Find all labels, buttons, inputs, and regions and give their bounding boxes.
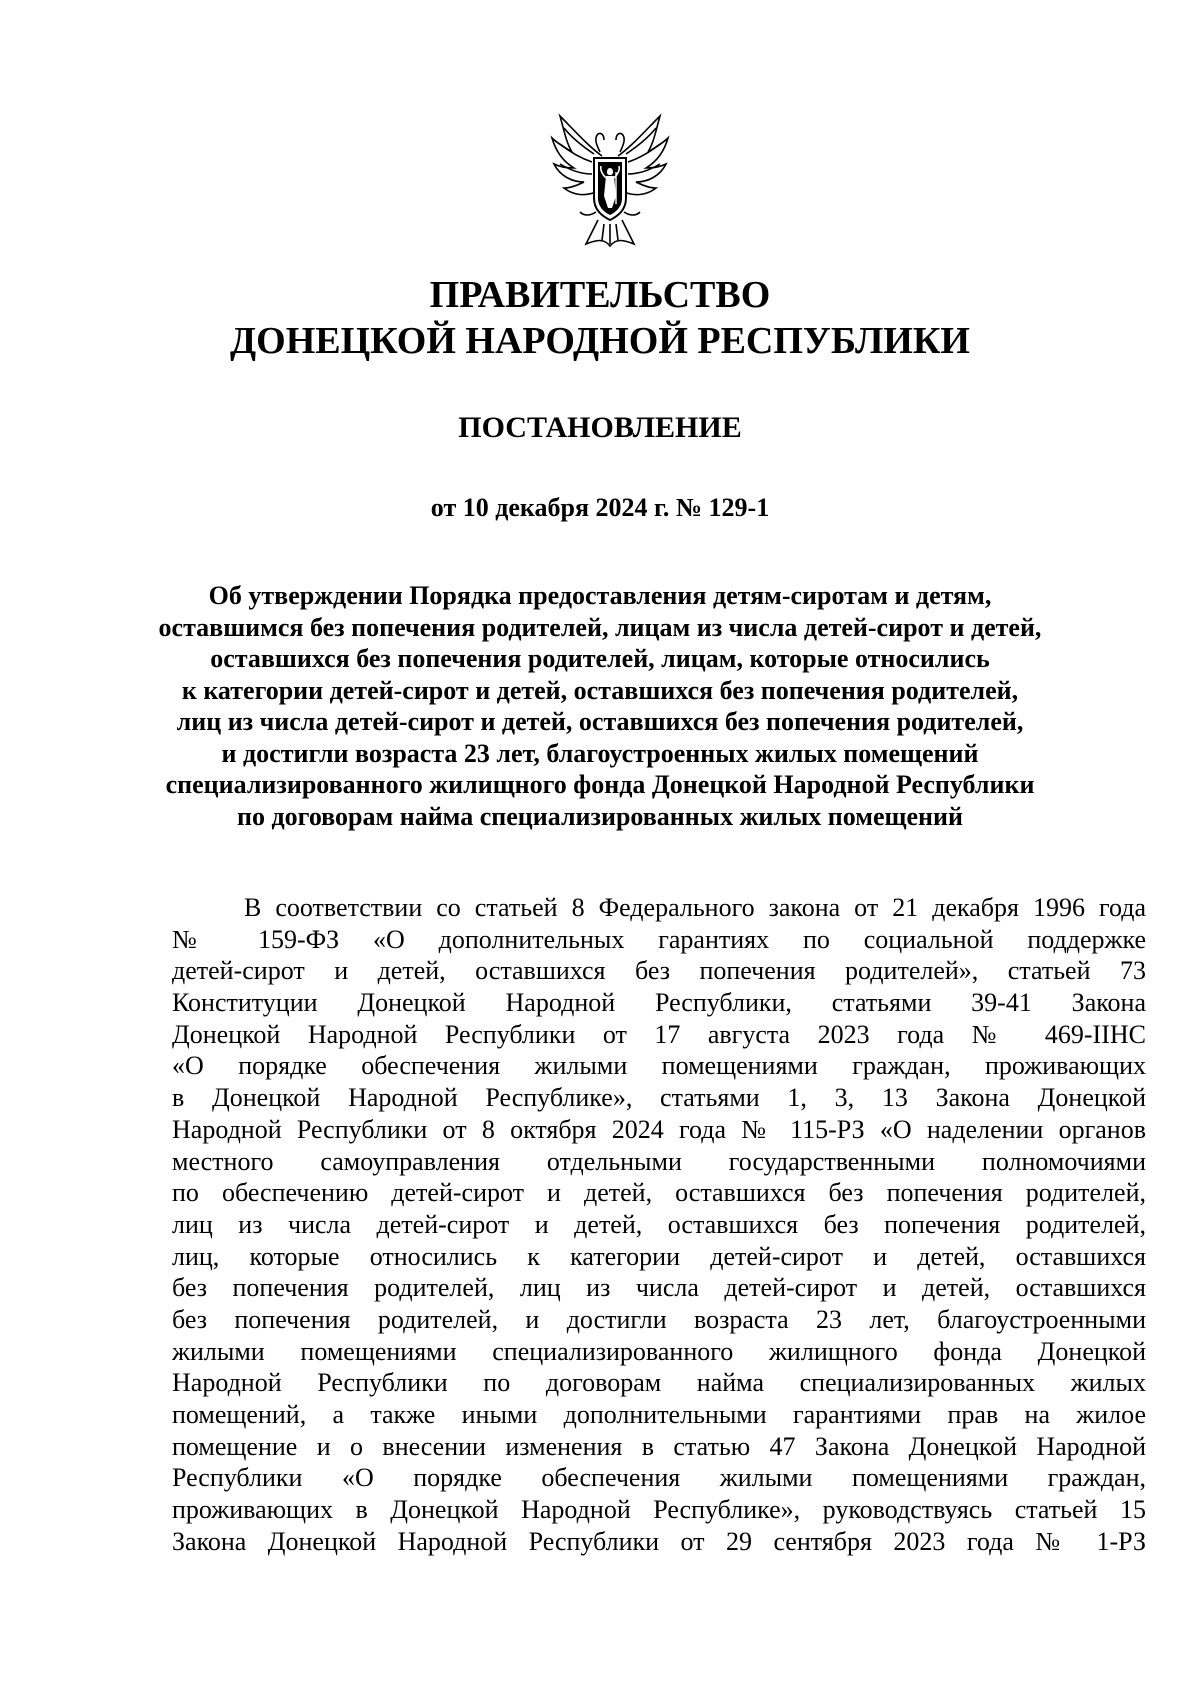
document-type: ПОСТАНОВЛЕНИЕ (458, 411, 742, 444)
government-title (0, 272, 1200, 364)
subject-line: по договорам найма специализированных жилых помещений (237, 801, 963, 831)
body-line: без попечения родителей, лиц из числа детей-сирот и детей, оставшихся (172, 1273, 1146, 1303)
body-line: помещений, а также иными дополнительными гарантиями прав на жилое (172, 1400, 1146, 1429)
body-line: местного самоуправления отдельными государственными полномочиями (172, 1146, 1146, 1176)
body-line: проживающих в Донецкой Народной Республике», руководствуясь статьей 15 (172, 1495, 1146, 1525)
subject-line: к категории детей-сирот и детей, оставшихся без попечения родителей, (181, 675, 1019, 705)
document-subject (150, 580, 1050, 832)
dpr-coat-of-arms-icon (550, 112, 670, 250)
government-title-line-2: ДОНЕЦКОЙ НАРОДНОЙ РЕСПУБЛИКИ (230, 320, 970, 362)
body-line: В соответствии со статьей 8 Федерального закона от 21 декабря 1996 года (244, 893, 1146, 922)
body-line: «О порядке обеспечения жилыми помещениями граждан, проживающих (172, 1051, 1146, 1081)
subject-line: специализированного жилищного фонда Донецкой Народной Республики (165, 770, 1035, 799)
body-line: Народной Республики по договорам найма специализированных жилых (172, 1368, 1146, 1398)
body-line: без попечения родителей, и достигли возраста 23 лет, благоустроенными (172, 1304, 1146, 1334)
body-line: жилыми помещениями специализированного жилищного фонда Донецкой (172, 1336, 1146, 1366)
document-body-paragraph (172, 892, 1146, 1557)
subject-line: лиц из числа детей-сирот и детей, оставшихся без попечения родителей, (176, 707, 1024, 736)
body-line: № 159-ФЗ «О дополнительных гарантиях по социальной поддержке (172, 924, 1146, 954)
body-line: помещение и о внесении изменения в статью 47 Закона Донецкой Народной (172, 1431, 1146, 1461)
body-line: Народной Республики от 8 октября 2024 года № 115-РЗ «О наделении органов (172, 1114, 1146, 1144)
body-line: детей-сирот и детей, оставшихся без попечения родителей», статьей 73 (172, 956, 1146, 986)
subject-line: оставшихся без попечения родителей, лицам, которые относились (210, 644, 990, 673)
body-line: в Донецкой Народной Республике», статьями 1, 3, 13 Закона Донецкой (172, 1083, 1146, 1113)
body-line: Донецкой Народной Республики от 17 августа 2023 года № 469-IIНС (172, 1019, 1146, 1049)
body-line: Республики «О порядке обеспечения жилыми помещениями граждан, (172, 1463, 1146, 1493)
subject-line: и достигли возраста 23 лет, благоустроенных жилых помещений (221, 738, 979, 768)
document-date-number: от 10 декабря 2024 г. № 129-1 (430, 493, 770, 522)
government-title-line-1: ПРАВИТЕЛЬСТВО (429, 274, 771, 316)
subject-line: Об утверждении Порядка предоставления детям-сиротам и детям, (208, 581, 992, 610)
body-line: Конституции Донецкой Народной Республики, статьями 39-41 Закона (172, 988, 1146, 1018)
body-line: лиц из числа детей-сирот и детей, оставшихся без попечения родителей, (172, 1209, 1146, 1239)
body-line: по обеспечению детей-сирот и детей, оставшихся без попечения родителей, (172, 1178, 1146, 1208)
body-line: Закона Донецкой Народной Республики от 29 сентября 2023 года № 1-РЗ (172, 1526, 1146, 1556)
body-line: лиц, которые относились к категории детей-сирот и детей, оставшихся (172, 1241, 1146, 1271)
subject-line: оставшимся без попечения родителей, лицам из числа детей-сирот и детей, (158, 612, 1042, 642)
